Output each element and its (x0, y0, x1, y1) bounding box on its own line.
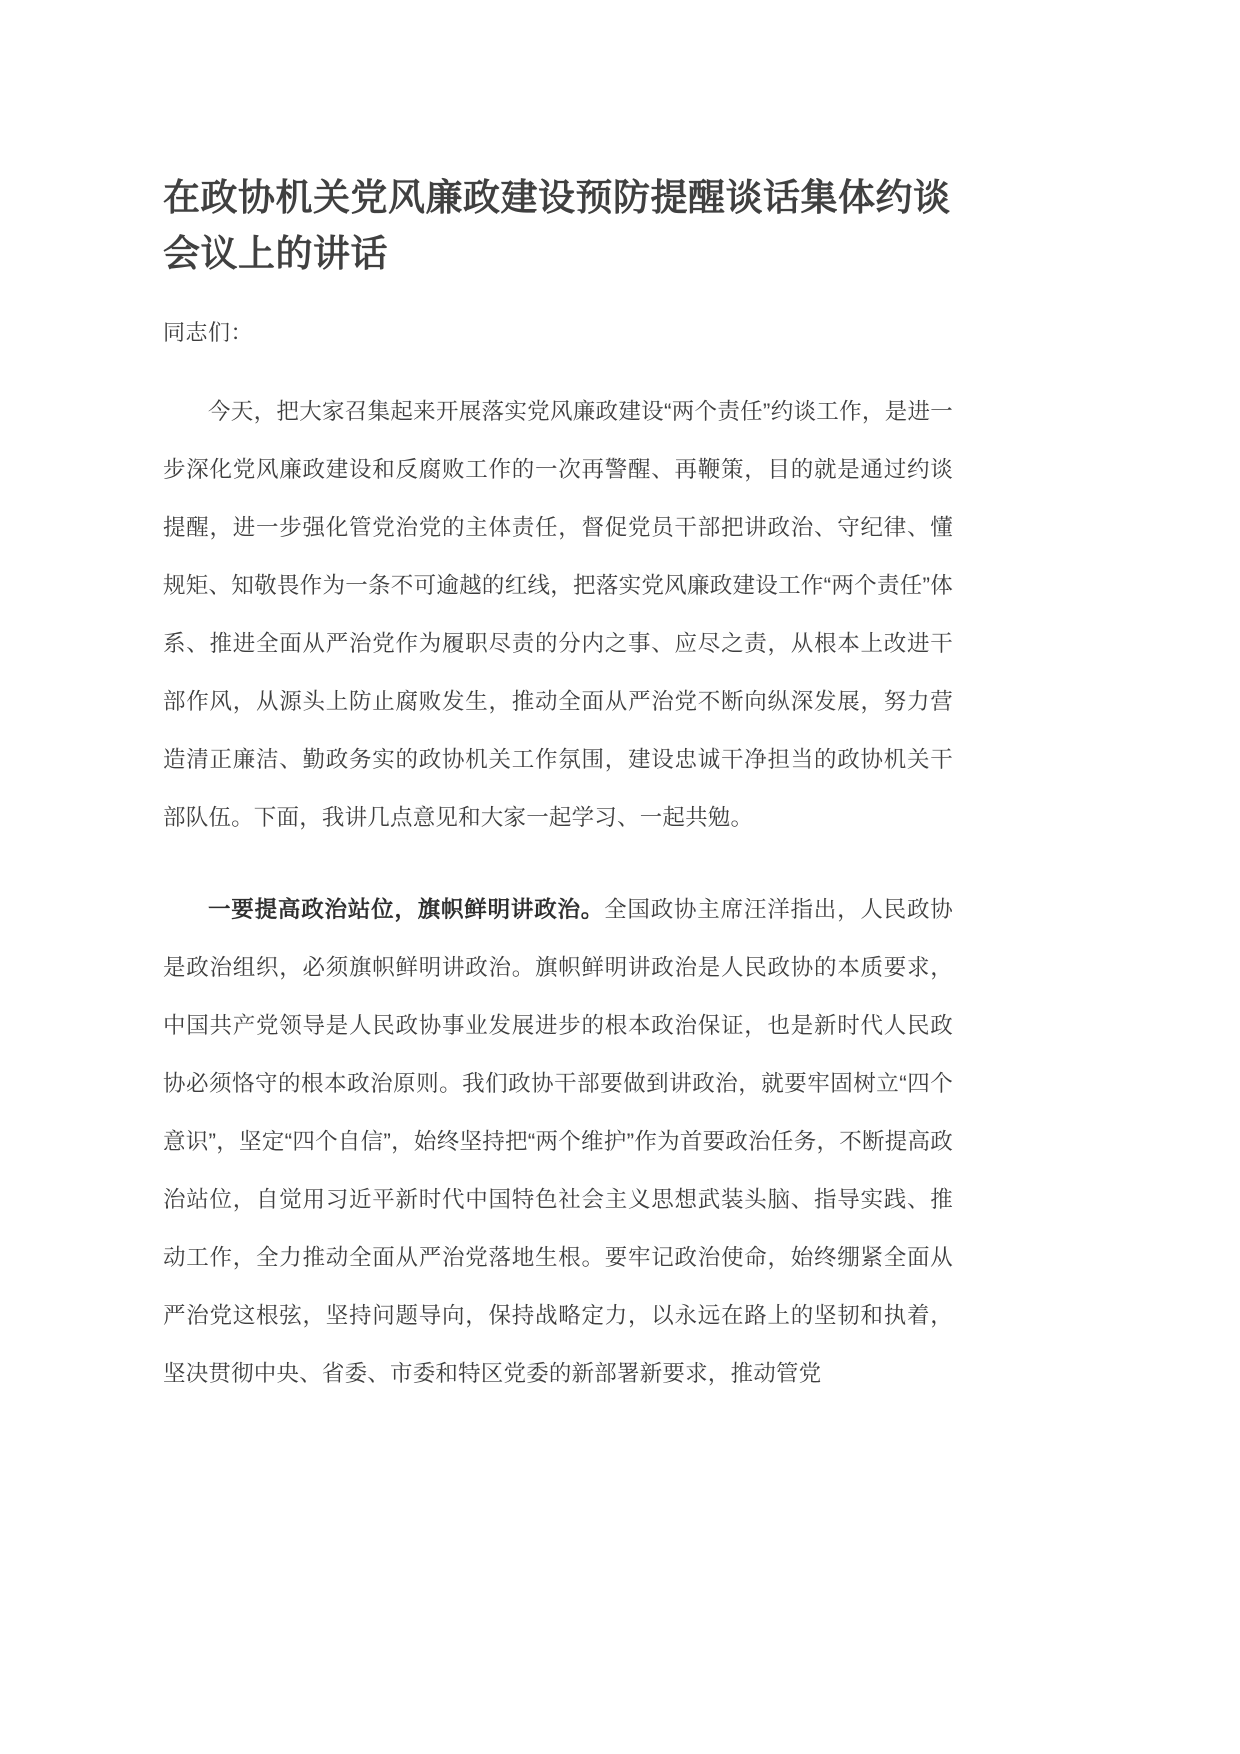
paragraph-spacer (163, 867, 1090, 881)
paragraph-intro: 今天，把大家召集起来开展落实党风廉政建设“两个责任”约谈工作，是进一步深化党风廉政建设和反腐败工作的一次再警醒、再鞭策，目的就是通过约谈提醒，进一步强化管党治党的主体责任，督促党员干部把讲政治、守纪律、懂规矩、知敬畏作为一条不可逾越的红线，把落实党风廉政建设工作“两个责任”体系、推进全面从严治党作为履职尽责的分内之事、应尽之责，从根本上改进干部作风，从源头上防止腐败发生，推动全面从严治党不断向纵深发展，努力营造清正廉洁、勤政务实的政协机关工作氛围，建设忠诚干净担当的政协机关干部队伍。下面，我讲几点意见和大家一起学习、一起共勉。 (163, 399, 953, 831)
paragraph-point-one (163, 881, 953, 1403)
page-title: 在政协机关党风廉政建设预防提醒谈话集体约谈会议上的讲话 (163, 177, 951, 275)
salutation: 同志们： (163, 320, 254, 346)
paragraph-lead-point-one: 一要提高政治站位，旗帜鲜明讲政治。 (208, 897, 605, 923)
paragraph-body-point-one: 全国政协主席汪洋指出，人民政协是政治组织，必须旗帜鲜明讲政治。旗帜鲜明讲政治是人民政协的本质要求，中国共产党领导是人民政协事业发展进步的根本政治保证，也是新时代人民政协必须恪守的根本政治原则。我们政协干部要做到讲政治，就要牢固树立“四个意识”，坚定“四个自信”，始终坚持把“两个维护”作为首要政治任务，不断提高政治站位，自觉用习近平新时代中国特色社会主义思想武装头脑、指导实践、推动工作，全力推动全面从严治党落地生根。要牢记政治使命，始终绷紧全面从严治党这根弦，坚持问题导向，保持战略定力，以永远在路上的坚韧和执着，坚决贯彻中央、省委、市委和特区党委的新部署新要求，推动管党 (163, 897, 953, 1387)
